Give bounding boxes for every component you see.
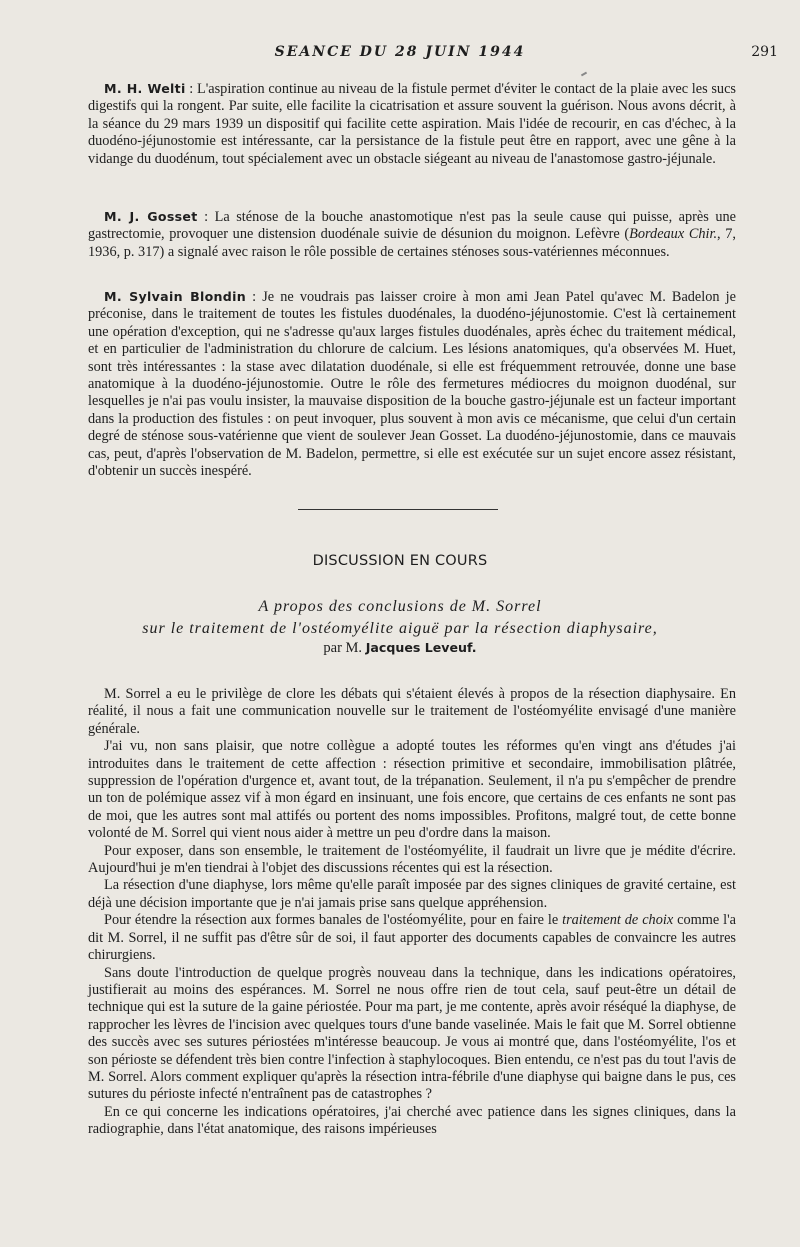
emphasis: traitement de choix (562, 912, 674, 929)
body-paragraph (88, 912, 736, 964)
speaker-name: M. J. Gosset (104, 209, 198, 224)
byline-prefix: par M. (323, 640, 366, 656)
article-body (88, 686, 736, 1139)
body-paragraph: Sans doute l'introduction de quelque progrès nouveau dans la technique, dans les indications opératoires, justifierait au moins des espérances. M. Sorrel ne nous offre rien de tout cela, sauf peut-être un détail de technique qui est la suture de la gaine périostée. Pour ma part, je me contente, après avoir réséqué la diaphyse, de rapprocher les lèvres de l'incision avec quelques tours d'une bande vaselinée. Mais le fait que M. Sorrel obtienne des succès avec ses sutures périostées m'intéresse beaucoup. Je vous ai montré que, dans l'ostéomyélite, l'os et son périoste se défendent très bien contre l'infection à staphylocoques. Bien entendu, ce n'est pas du tout l'avis de M. Sorrel. Alors comment expliquer qu'après la résection intra-fébrile d'une diaphyse qui baigne dans le pus, ces sutures du périoste infecté n'entraînent pas de catastrophes ? (88, 964, 736, 1103)
body-text: Pour étendre la résection aux formes banales de l'ostéomyélite, pour en faire le (104, 912, 563, 929)
author-name: Jacques Leveuf. (365, 640, 477, 655)
ink-mark (581, 72, 587, 77)
body-paragraph: En ce qui concerne les indications opératoires, j'ai cherché avec patience dans les signes cliniques, dans la radiographie, dans l'état anatomique, des raisons impérieuses (88, 1103, 736, 1138)
speaker-name: M. H. Welti (104, 81, 186, 96)
body-paragraph: M. Sorrel a eu le privilège de clore les débats qui s'étaient élevés à propos de la résection diaphysaire. En réalité, il nous a fait une communication nouvelle sur le traitement de l'ostéomyélite envisagé d'une manière générale. (88, 686, 736, 737)
body-paragraph: La résection d'une diaphyse, lors même qu'elle paraît imposée par des signes cliniques de gravité certaine, est déjà une décision importante que je n'ai jamais prise sans quelque appréhension. (88, 877, 736, 911)
body-paragraph: J'ai vu, non sans plaisir, que notre collègue a adopté toutes les réformes qu'en vingt ans d'études j'ai introduites dans le traitement de cette affection : résection primitive et secondaire, immobilisation plâtrée, suppression de l'opération d'urgence et, avant tout, de la trépanation. Seulement, il n'a pu s'empêcher de prendre un ton de polémique assez vif à mon égard en insinuant, une fois encore, que certains de ces enfants ne sont pas de moi, que les autres sont mal attifés ou portent des noms impossibles. Profitons, malgré tout, de cette bonne volonté de M. Sorrel qui vient nous aider à mettre un peu d'ordre dans la maison. (88, 738, 736, 842)
comment-text: , 7, 1936, p. 317) a signalé avec raison le rôle possible de certaines sténoses sous-vatériennes méconnues. (88, 226, 736, 260)
comment-paragraph (88, 208, 736, 261)
section-divider (298, 509, 498, 510)
journal-citation: Bordeaux Chir. (629, 226, 718, 243)
comment-welti (88, 80, 736, 168)
comment-text: : L'aspiration continue au niveau de la fistule permet d'éviter le contact de la plaie avec les sucs digestifs qui la rongent. Par suite, elle facilite la cicatrisation et assure souvent la guérison. Nous avons décrit, à la séance du 29 mars 1939 un dispositif qui facilite cette aspiration. Mais l'idée de recourir, en cas d'échec, à la duodéno-jéjunostomie est intéressante, car la persistance de la fistule peut être en rapport, avec une gêne à la vidange du duodénum, tout spécialement avec un obstacle siégeant au niveau de l'anastomose gastro-jéjunale. (88, 81, 736, 167)
comment-paragraph (88, 288, 736, 480)
body-paragraph: Pour exposer, dans son ensemble, le traitement de l'ostéomyélite, il faudrait un livre que je médite d'écrire. Aujourd'hui je m'en tiendrai à l'objet des discussions récentes qui est la résection. (88, 842, 736, 877)
comment-paragraph (88, 80, 736, 168)
page-number: 291 (751, 44, 778, 60)
comment-text: : La sténose de la bouche anastomotique n'est pas la seule cause qui puisse, après une gastrectomie, provoquer une distension duodénale suivie de désunion du moignon. Lefèvre ( (88, 209, 736, 243)
article-title-line-2: sur le traitement de l'ostéomyélite aiguë par la résection diaphysaire, (142, 620, 658, 637)
section-heading: DISCUSSION EN COURS (312, 553, 488, 569)
comment-gosset (88, 208, 736, 261)
comment-blondin (88, 288, 736, 480)
article-title-line-1: A propos des conclusions de M. Sorrel (258, 598, 542, 615)
comment-text: : Je ne voudrais pas laisser croire à mon ami Jean Patel qu'avec M. Badelon je préconise, dans le traitement de toutes les fistules duodénales, la duodéno-jéjunostomie. C'est là certainement une opération d'exception, qui ne s'adresse qu'aux larges fistules duodénales, après échec du traitement médical, et en particulier de l'administration du chlorure de calcium. Les lésions anatomiques, qu'a observées M. Huet, sont très intéressantes : la stase avec dilatation duodénale, si elle est fréquemment retrouvée, donne une base anatomique à la duodéno-jéjunostomie. Outre le rôle des fermetures médiocres du moignon duodénal, sur lesquelles je n'ai pas voulu insister, la mauvaise disposition de la bouche gastro-jéjunale est un facteur important dans la production des fistules : on peut invoquer, plus souvent à mon avis ce mécanisme, que celui d'un certain degré de sténose sous-vatérienne que vient de soulever Jean Gosset. La duodéno-jéjunostomie, dans ce mauvais cas, peut, d'après l'observation de M. Badelon, permettre, si elle est exécutée sur un sujet encore assez résistant, d'obtenir un succès inespéré. (88, 289, 736, 480)
body-text: comme l'a dit M. Sorrel, il ne suffit pas d'être sûr de soi, il faut apporter des documents capables de convaincre les autres chirurgiens. (88, 912, 736, 964)
byline (0, 640, 800, 657)
running-title: SEANCE DU 28 JUIN 1944 (274, 44, 526, 60)
speaker-name: M. Sylvain Blondin (104, 289, 246, 304)
running-head (0, 44, 800, 64)
